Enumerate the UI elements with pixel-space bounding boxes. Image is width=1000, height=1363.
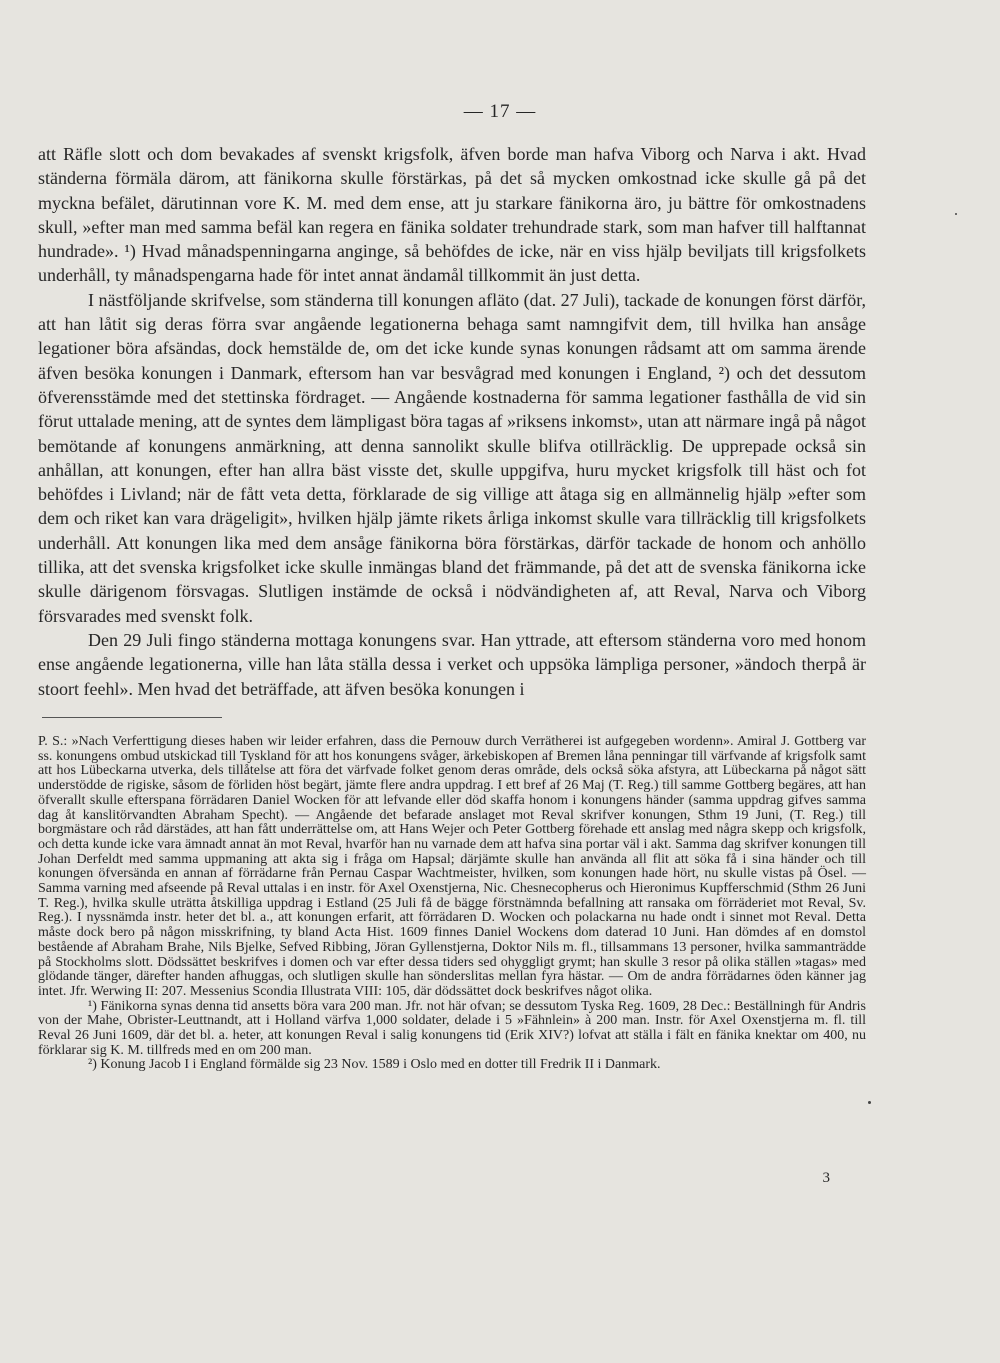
footnote-1: ¹) Fänikorna synas denna tid ansetts böra vara 200 man. Jfr. not här ofvan; se dessutom Tyska Reg. 1609, 28 Dec.: Beställningh für Andris von der Mahe, Obrister-Leuttnandt, att i Holland värfva 1,000 soldater, delade i 5 »Fähnlein» à 200 man. Instr. för Axel Oxenstjerna m. fl. till Reval 26 Juni 1609, där det bl. a. heter, att konungen Reval i salig konungens tid (Erik XIV?) lofvat att ställa i fält en fänika knektar om 400, nu förklarar sig K. M. tillfreds med en om 200 man. [38, 998, 866, 1058]
page-number: — 17 — [463, 101, 537, 122]
ink-speck [868, 1101, 871, 1104]
footnotes [38, 735, 866, 1073]
footnote-separator [42, 717, 222, 718]
main-text [38, 142, 866, 701]
paragraph: att Räfle slott och dom bevakades af svenskt krigsfolk, äfven borde man hafva Viborg och Narva i akt. Hvad ständerna förmäla därom, att fänikorna skulle förstärkas, på det så mycken omkostnad icke skulle gå på det myckna befälet, därutinnan vore K. M. med dem ense, att ju starkare fänikorna äro, ju bättre för omkostnadens skull, »efter man med samma befäl kan regera en fänika soldater trehundrade stark, som man hafver till halftannat hundrade». ¹) Hvad månadspenningarna anginge, så behöfdes de icke, när en viss hjälp beviljats till krigsfolkets underhåll, ty månadspengarna hade för intet annat ändamål tillkommit än just detta. [38, 144, 866, 286]
signature-mark: 3 [822, 1170, 830, 1186]
paragraph: Den 29 Juli fingo ständerna mottaga konungens svar. Han yttrade, att eftersom ständerna voro med honom ense angående legationerna, ville han låta ställa dessa i verket och uppsöka lämpliga personer, »ändoch therpå är stoort feehl». Men hvad det beträffade, att äfven besöka konungen i [38, 629, 866, 699]
ink-speck [955, 213, 957, 215]
footnote-postscript: P. S.: »Nach Verferttigung dieses haben wir leider erfahren, dass die Pernouw durch Verrätherei ist aufgegeben wordenn». Amiral J. Gottberg var ss. konungens ombud utskickad till Tyskland för att hos konungens svåger, ärkebiskopen af Bremen låna penningar till värfvande af krigsfolk samt att hos Lübeckarna utverka, dels tillåtelse att föra det värfvade folket genom deras område, dels också söka afstyra, att Lübeckarna på något sätt understödde de rigiske, såsom de förliden höst begärt, jämte flere andra uppdrag. I ett bref af 26 Maj (T. Reg.) till samme Gottberg begäres, att han öfverallt skulle efterspana förrädaren Daniel Wocken för att lefvande eller död skaffa honom i konungens händer (samma uppdrag gifves samma dag åt kanslitörvandten Abraham Specht). — Angående det befarade anslaget mot Reval skrifver konungen, Sthm 19 Juni, (T. Reg.) till borgmästare och råd därstädes, att han fått underrättelse om, att Hans Wejer och Peter Gottberg förehade ett anslag med några skepp och krigsfolk, och detta kunde icke vara ämnadt annat än mot Reval, hvarför han nu varnade dem att hafva sina portar väl i akt. Samma dag skrifver konungen till Johan Derfeldt med samma uppmaning att akta sig i fråga om Hapsal; därjämte skulle han använda all flit att söka få i sina händer och till konungen öfversända en annan af förrädarne från Pernau Caspar Wachtmeister, hvilken, som konungen hade hört, nu skulle vistas på Ösel. — Samma varning med afseende på Reval uttalas i en instr. för Axel Oxenstjerna, Nic. Chesnecopherus och Hieronimus Kupfferschmid (Sthm 26 Juni T. Reg.), hvilka skulle uträtta åtskilliga uppdrag i Estland (25 Juli få de bägge förstnämnda befallning att ransaka om förräderiet mot Reval, Sv. Reg.). I nyssnämda instr. heter det bl. a., att konungen erfarit, att förrädaren D. Wocken och polackarna nu hade ondt i sinnet mot Reval. Detta måste dock bero på någon misskrifning, ty bland Acta Hist. 1609 finnes Daniel Wockens dom daterad 10 Juni. Han dömdes af en domstol bestående af Abraham Brahe, Nils Bjelke, Sefved Ribbing, Jöran Gyllenstjerna, Doktor Nils m. fl., tillsammans 13 personer, hvilka sammanträdde på Stockholms slott. Dödssättet beskrifves i domen och var efter dessa tiders sed ohyggligt grymt; han skulle 3 resor på olika ställen »tagas» med glödande tänger, därefter handen afhuggas, och slutligen skulle han sönderslitas mellan fyra hästar. — Om de andra förrädarnes öden känner jag intet. Jfr. Werwing II: 207. Messenius Scondia Illustrata VIII: 105, där dödssättet dock beskrifves något olika. [38, 734, 866, 999]
footnote-2: ²) Konung Jacob I i England förmälde sig 23 Nov. 1589 i Oslo med en dotter till Fredrik II i Danmark. [88, 1057, 661, 1073]
paragraph: I nästföljande skrifvelse, som ständerna till konungen afläto (dat. 27 Juli), tackade de konungen först därför, att han låtit sig deras förra svar angående legationerna behaga samt namngifvit dem, till hvilka han ansåge legationer böra afsändas, dock hemstälde de, om det icke kunde synas konungen rådsamt att om samma ärende äfven besöka konungen i Danmark, eftersom han var besvågrad med konungen i England, ²) och det dessutom öfverensstämde med det stettinska fördraget. — Angående kostnaderna för samma legationer fasthålla de vid sin förut uttalade mening, att de syntes dem lämpligast böra tagas af »riksens inkomst», utan att närmare ingå på något bemötande af konungens anmärkning, att denna sannolikt skulle blifva otillräcklig. De upprepade också sin anhållan, att konungen, efter han allra bäst visste det, skulle uppgifva, huru mycket krigsfolk till häst och fot behöfdes i Livland; när de fått veta detta, förklarade de sig villige att åtaga sig en allmännelig hjälp »efter som dem och riket kan vara drägeligit», hvilken hjälp jämte rikets årliga inkomst skulle vara tillräcklig till krigsfolkets underhåll. Att konungen lika med dem ansåge fänikorna böra förstärkas, därför tackade de honom och anhöllo tillika, att det svenska krigsfolket icke skulle inmängas bland det främmande, på det att de svenska fänikorna icke skulle därigenom försvagas. Slutligen instämde de också i nödvändigheten af, att Reval, Narva och Viborg försvarades med svenskt folk. [38, 289, 866, 626]
